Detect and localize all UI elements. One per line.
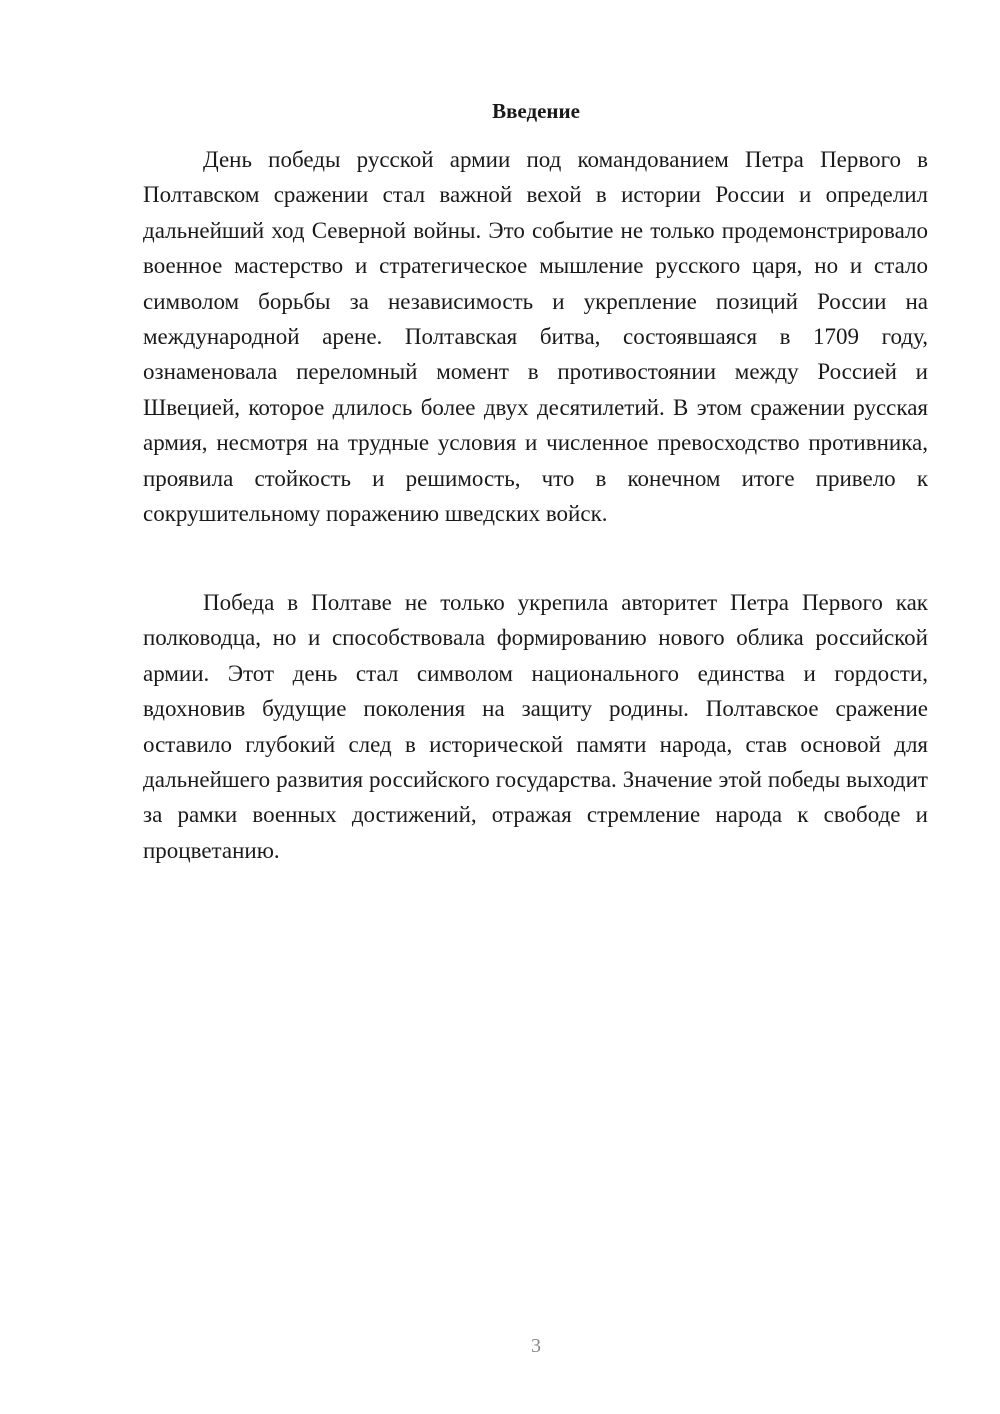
paragraph-1: День победы русской армии под командованием Петра Первого в Полтавском сражении стал важной вехой в истории России и определил дальнейший ход Северной войны. Это событие не только продемонстрировало военное мастерство и стратегическое мышление русского царя, но и стало символом борьбы за независимость и укрепление позиций России на международной арене. Полтавская битва, состоявшаяся в 1709 году, ознаменовала переломный момент в противостоянии между Россией и Швецией, которое длилось более двух десятилетий. В этом сражении русская армия, несмотря на трудные условия и численное превосходство противника, проявила стойкость и решимость, что в конечном итоге привело к сокрушительному поражению шведских войск. (143, 147, 928, 527)
section-heading: Введение (492, 99, 580, 123)
paragraph-2: Победа в Полтаве не только укрепила авторитет Петра Первого как полководца, но и способствовала формированию нового облика российской армии. Этот день стал символом национального единства и гордости, вдохновив будущие поколения на защиту родины. Полтавское сражение оставило глубокий след в исторической памяти народа, став основой для дальнейшего развития российского государства. Значение этой победы выходит за рамки военных достижений, отражая стремление народа к свободе и процветанию. (143, 590, 928, 863)
page-number: 3 (531, 1335, 541, 1357)
